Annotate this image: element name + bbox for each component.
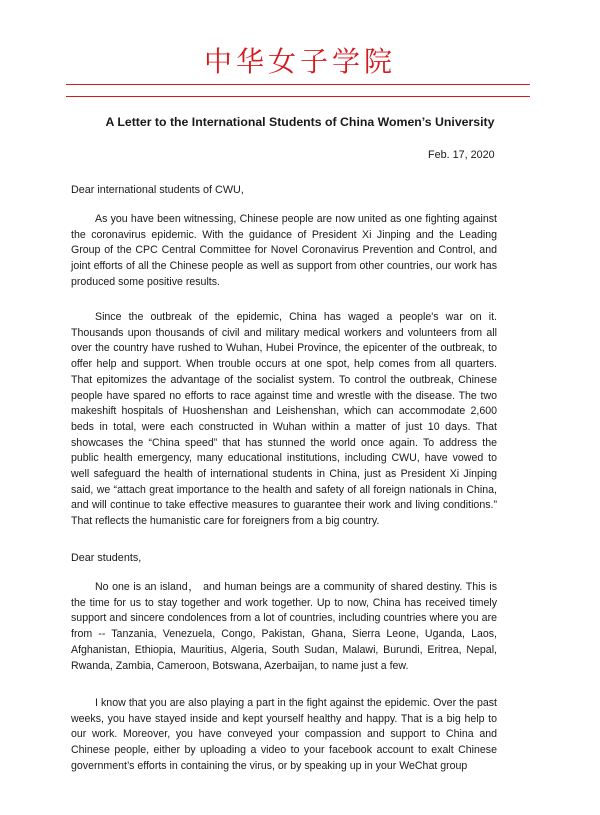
letter-title: A Letter to the International Students of China Women’s University — [105, 115, 495, 129]
letter-date: Feb. 17, 2020 — [428, 149, 495, 161]
paragraph-text: Since the outbreak of the epidemic, China has waged a people's war on it. Thousands upon thousands of civil and military medical workers and volunteers from all over the country have rushed to Wuhan, Hubei Province, the epicenter of the outbreak, to offer help and support. When trouble occurs at one spot, help comes from all quarters. That epitomizes the advantage of the socialist system. To control the outbreak, Chinese people have spared no efforts to race against time and wrestle with the disease. The two makeshift hospitals of Huoshenshan and Leishenshan, which can accommodate 2,600 beds in total, were each constructed in Wuhan within a matter of just 10 days. That showcases the “China speed” that has stunned the world once again. To address the public health emergency, many educational institutions, including CWU, have vowed to well safeguard the health of international students in China, just as President Xi Jinping said, we “attach great importance to the health and safety of all foreign nationals in China, and will continue to take effective measures to guarantee their work and living conditions.” That reflects the humanistic care for foreigners from a big country. — [71, 311, 497, 528]
paragraph-text: I know that you are also playing a part in the fight against the epidemic. Over the past weeks, you have stayed inside and kept yourself healthy and happy. That is a big help to our work. Moreover, you have conveyed your compassion and support to China and Chinese people, either by uploading a video to your facebook account to exalt Chinese government’s efforts in containing the virus, or by speaking up in your WeChat group — [71, 697, 497, 772]
paragraph-text: No one is an island， and human beings are a community of shared destiny. This is the time for us to stay together and work together. Up to now, China has received timely support and sincere condolences from a lot of countries, including countries where you are from -- Tanzania, Venezuela, Congo, Pakistan, Ghana, Sierra Leone, Uganda, Laos, Afghanistan, Ethiopia, Mauritius, Algeria, South Sudan, Malawi, Burundi, Eritrea, Nepal, Rwanda, Zambia, Cameroon, Botswana, Azerbaijan, to name just a few. — [71, 581, 497, 672]
paragraph-1 — [71, 212, 497, 291]
paragraph-4 — [71, 696, 497, 775]
salutation-primary: Dear international students of CWU, — [71, 184, 244, 196]
paragraph-3 — [71, 580, 497, 674]
paragraph-text: As you have been witnessing, Chinese people are now united as one fighting against the coronavirus epidemic. With the guidance of President Xi Jinping and the Leading Group of the CPC Central Committee for Novel Coronavirus Prevention and Control, and joint efforts of all the Chinese people as well as support from other countries, our work has produced some positive results. — [71, 213, 497, 288]
salutation-secondary: Dear students, — [71, 552, 142, 564]
header-rule-bottom — [66, 96, 530, 97]
header-rule-top — [66, 84, 530, 85]
paragraph-2 — [71, 310, 497, 530]
institution-name-cn: 中华女子学院 — [203, 45, 396, 78]
